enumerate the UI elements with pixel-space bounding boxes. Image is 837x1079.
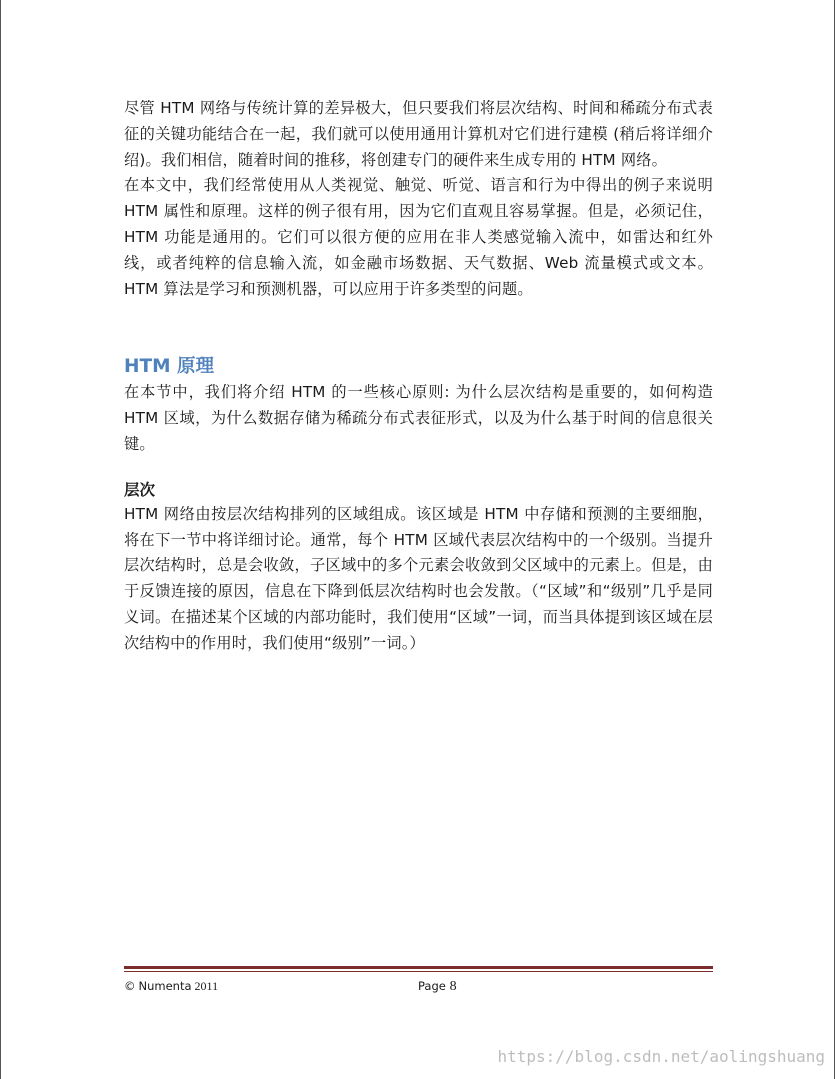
footer-page-number (418, 977, 457, 996)
footer-rule-thin (124, 971, 713, 972)
footer-rule-thick (124, 966, 713, 969)
page-border-right (834, 0, 835, 1079)
document-body (124, 96, 713, 657)
section-heading: HTM 原理 (124, 356, 214, 378)
subsection-paragraph: HTM 网络由按层次结构排列的区域组成。该区域是 HTM 中存储和预测的主要细胞，将在下一节中将详细讨论。通常，每个 HTM 区域代表层次结构中的一个级别。当提升层次结构时，总是会收敛，子区域中的多个元素会收敛到父区域中的元素上。但是，由于反馈连接的原因，信息在下降到低层次结构时也会发散。（“区域”和“级别”几乎是同义词。在描述某个区域的内部功能时，我们使用“区域”一词，而当具体提到该区域在层次结构中的作用时，我们使用“级别”一词。） (124, 504, 713, 652)
page-border-left (0, 0, 1, 1079)
watermark-text: https://blog.csdn.net/aolingshuang (497, 1047, 825, 1066)
intro-paragraph-1: 尽管 HTM 网络与传统计算的差异极大，但只要我们将层次结构、时间和稀疏分布式表征的关键功能结合在一起，我们就可以使用通用计算机对它们进行建模 (稍后将详细介绍)。我们相信，随着时间的推移，将创建专门的硬件来生成专用的 HTM 网络。 (124, 99, 713, 169)
section-intro-paragraph: 在本节中，我们将介绍 HTM 的一些核心原则: 为什么层次结构是重要的，如何构造 HTM 区域，为什么数据存储为稀疏分布式表征形式，以及为什么基于时间的信息很关键。 (124, 383, 713, 453)
subsection-heading: 层次 (124, 480, 156, 499)
intro-paragraph-2: 在本文中，我们经常使用从人类视觉、触觉、听觉、语言和行为中得出的例子来说明 HTM 属性和原理。这样的例子很有用，因为它们直观且容易掌握。但是，必须记住，HTM 功能是通用的。它们可以很方便的应用在非人类感觉输入流中，如雷达和红外线，或者纯粹的信息输入流，如金融市场数据、天气数据、Web 流量模式或文本。HTM 算法是学习和预测机器，可以应用于许多类型的问题。 (124, 176, 713, 298)
footer-company: Numenta (138, 979, 192, 993)
copyright-symbol: © (124, 979, 136, 993)
page-label: Page (418, 979, 446, 993)
footer-copyright (124, 977, 218, 995)
footer-year: 2011 (194, 979, 219, 993)
page-number: 8 (449, 979, 457, 994)
